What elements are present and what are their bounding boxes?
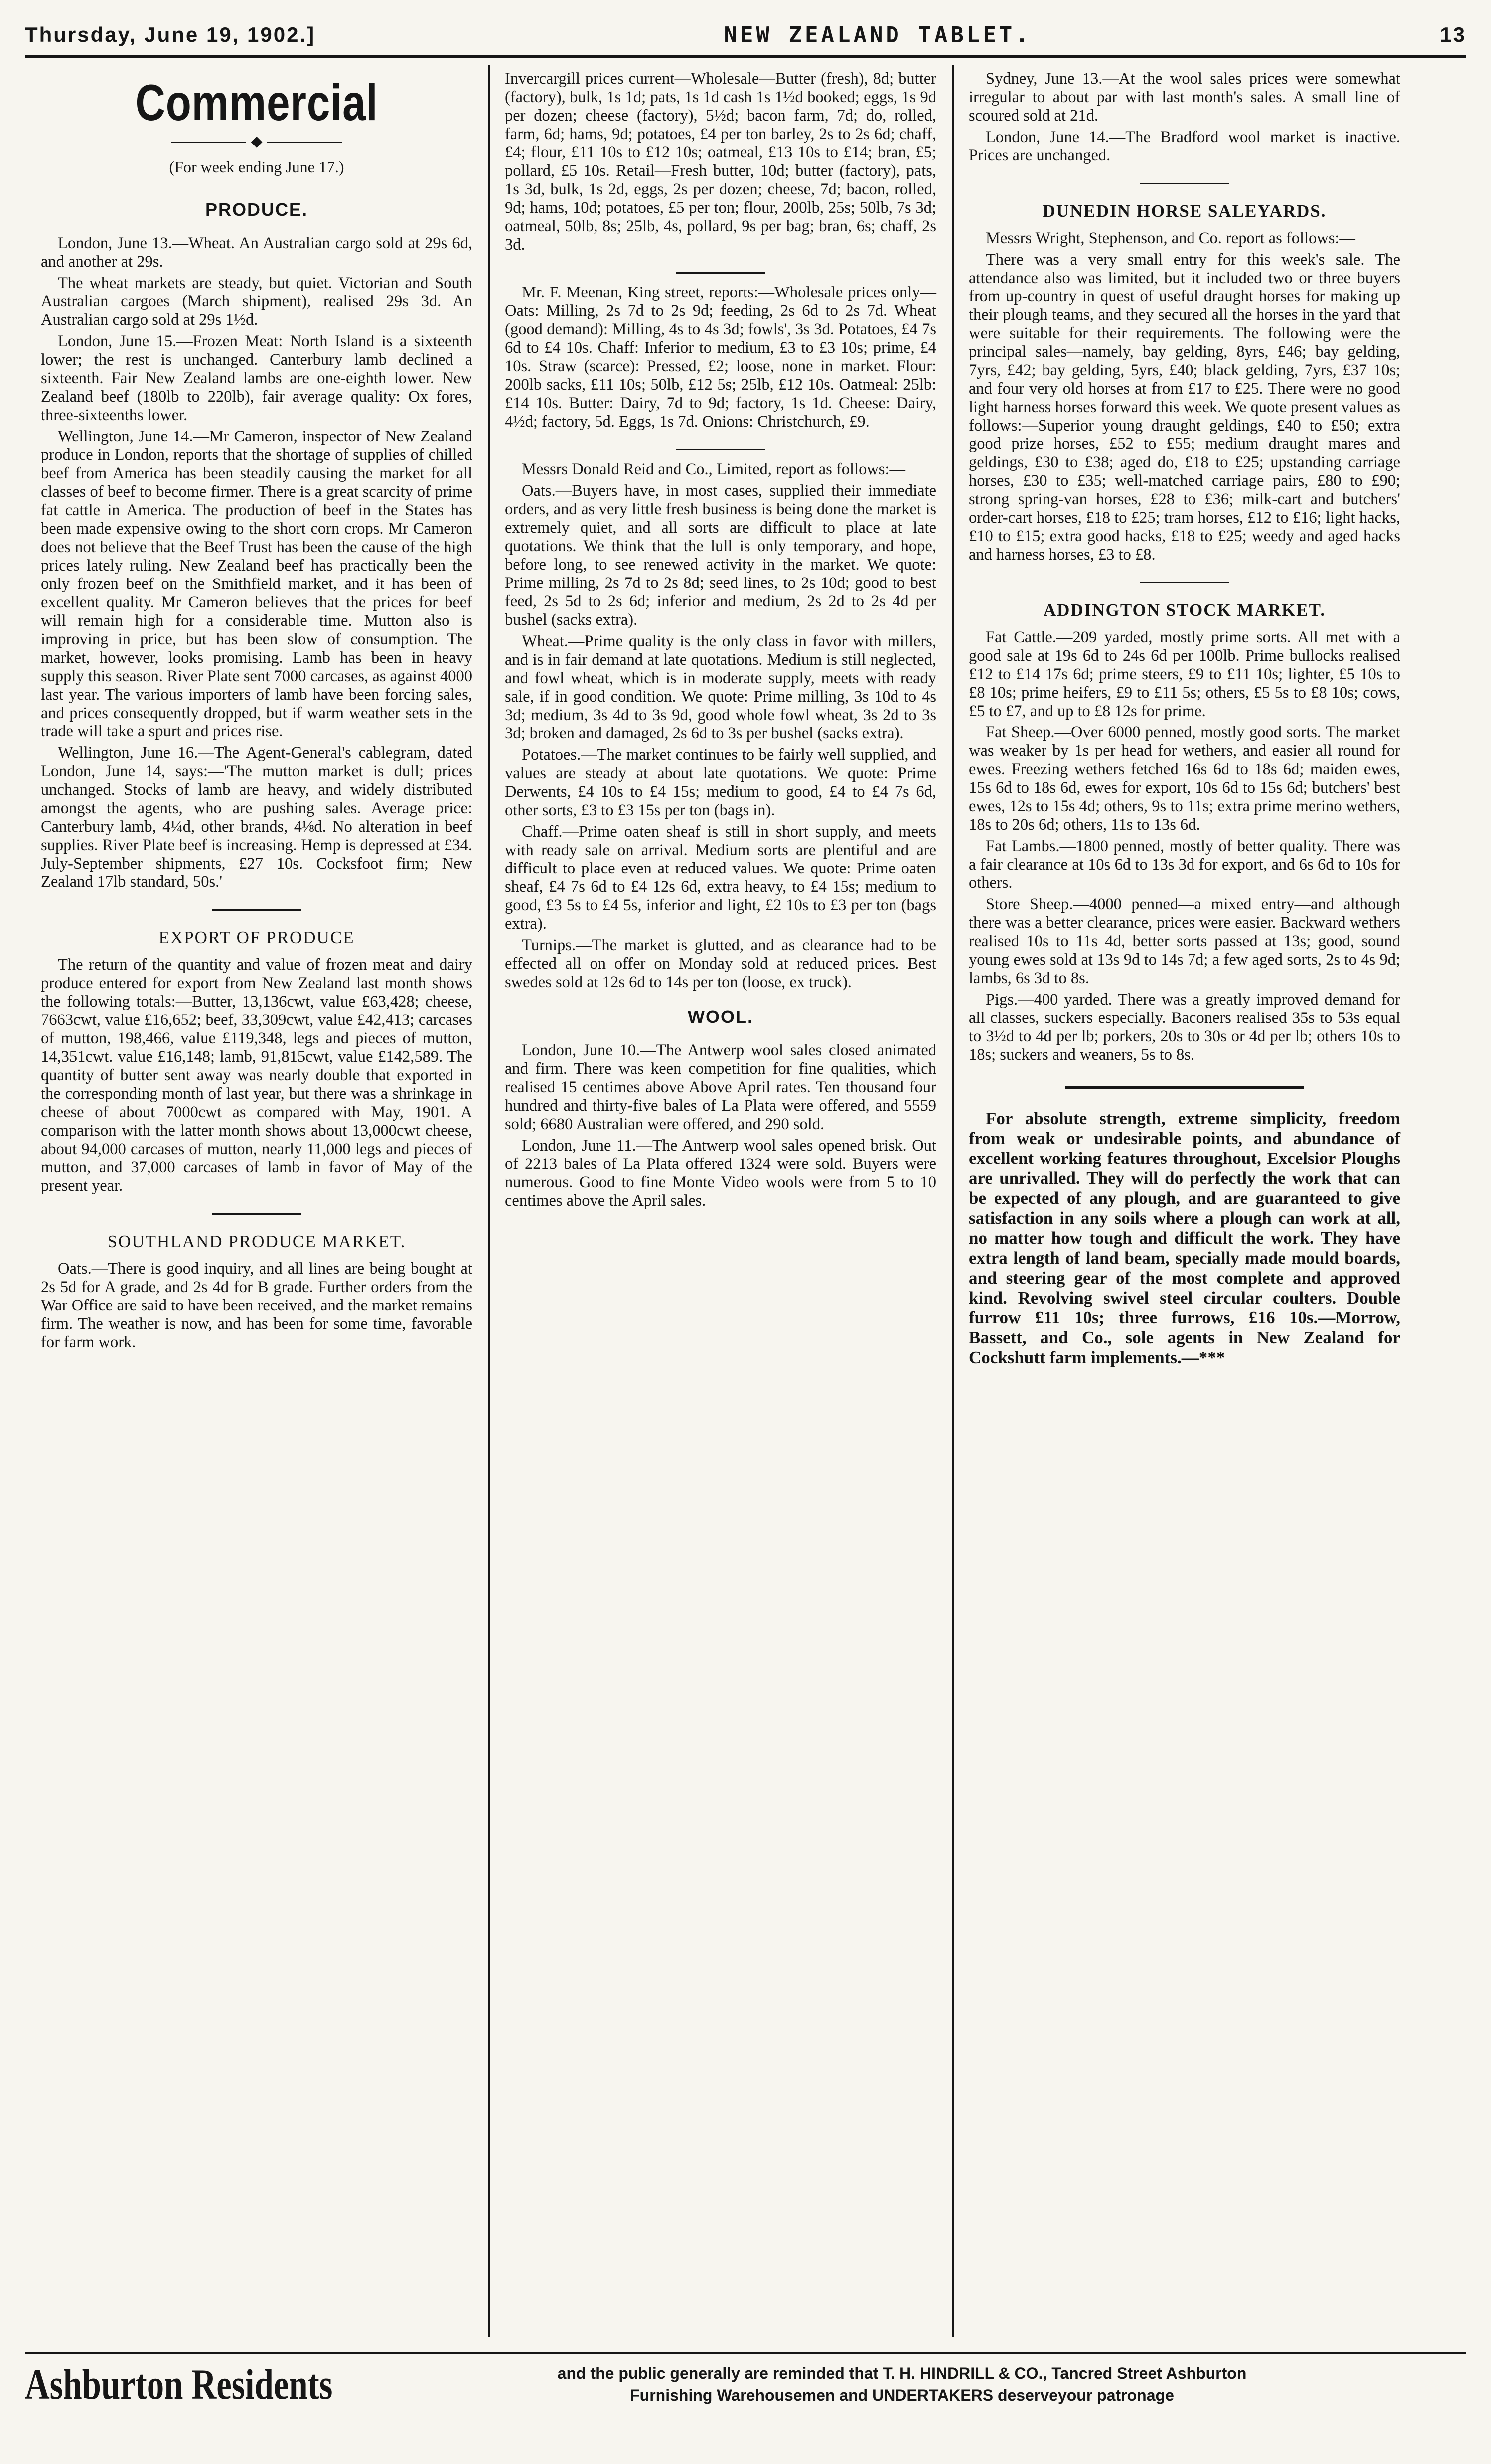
header-publication: NEW ZEALAND TABLET.: [724, 22, 1032, 48]
produce-paragraph: Wellington, June 16.—The Agent-General's cablegram, dated London, June 14, says:—'The mutton market is dull; prices unchanged. Stocks of lamb are heavy, and widely distributed amongst the agents, who are pushing sales. Average price: Canterbury lamb, 4¼d, other brands, 4⅛d. No alteration in beef supplies. River Plate beef is increasing. Hemp is depressed at £34. July-September shipments, £27 10s. Cocksfoot firm; New Zealand 17lb standard, 50s.': [41, 744, 472, 891]
wool-paragraph: London, June 14.—The Bradford wool market is inactive. Prices are unchanged.: [969, 128, 1400, 164]
wool-paragraph: Sydney, June 13.—At the wool sales prices were somewhat irregular to about par with last month's sales. A small line of scoured sold at 21d.: [969, 70, 1400, 125]
reid-paragraph: Wheat.—Prime quality is the only class in favor with millers, and is in fair demand at late quotations. Medium is still neglected, and fowl wheat, which is in moderate supply, meets with ready sale, if in good condition. We quote: Prime milling, 3s 10d to 4s 3d; medium, 3s 4d to 3s 9d, good whole fowl wheat, 3s 2d to 3s 3d; broken and damaged, 2s 6d to 3s per bushel (sacks extra).: [505, 632, 936, 742]
produce-paragraph: London, June 15.—Frozen Meat: North Island is a sixteenth lower; the rest is unchanged. Canterbury lamb declined a sixteenth. Fair New Zealand lambs are one-eighth lower. New Zealand beef (180lb to 220lb), fair average quality: Ox fores, three-sixteenths lower.: [41, 332, 472, 424]
reid-paragraph: Chaff.—Prime oaten sheaf is still in short supply, and meets with ready sale on arrival. Medium sorts are plentiful and are difficult to place even at reduced values. We quote: Prime oaten sheaf, £4 7s 6d to £4 12s 6d, extra heavy, to £4 15s; medium to good, £3 5s to £4 5s, inferior and light, £2 10s to £3 per ton (bags extra).: [505, 823, 936, 933]
running-header: [25, 15, 1466, 58]
footer-advertisement: [25, 2352, 1466, 2414]
horse-paragraph: Messrs Wright, Stephenson, and Co. report as follows:—: [986, 229, 1355, 247]
section-divider: [676, 449, 765, 450]
addington-paragraph: Pigs.—400 yarded. There was a greatly improved demand for all classes, suckers especially. Baconers realised 35s to 53s equal to 3½d to 4d per lb; porkers, 20s to 30s or 4d per lb; others 10s to 18s; suckers and weaners, 5s to 8s.: [969, 991, 1400, 1064]
advert-paragraph: For absolute strength, extreme simplicity, freedom from weak or undesirable points, and abundance of excellent working features throughout, Excelsior Ploughs are unrivalled. They will do perfectly the work that can be expected of any plough, and are guaranteed to give satisfaction in any soils where a plough can work at all, no matter how tough and difficult the work. They have extra length of land beam, specially made mould boards, and steering gear of the most complete and approved kind. Revolving swivel steel circular coulters. Double furrow £11 10s; three furrows, £16 10s.—Morrow, Bassett, and Co., sole agents in New Zealand for Cockshutt farm implements.—***: [969, 1109, 1400, 1367]
section-divider: [1140, 582, 1229, 583]
section-divider: [212, 909, 301, 911]
section-divider: [1140, 183, 1229, 184]
reid-paragraph: Messrs Donald Reid and Co., Limited, report as follows:—: [522, 460, 905, 478]
wool-heading: WOOL.: [688, 1007, 753, 1027]
section-divider: [212, 1213, 301, 1215]
produce-heading: PRODUCE.: [205, 199, 308, 220]
advert-divider: [1065, 1086, 1304, 1089]
columns: [25, 65, 1466, 2337]
wool-paragraph: London, June 11.—The Antwerp wool sales opened brisk. Out of 2213 bales of La Plata offered 1324 were sold. Buyers were numerous. Good to fine Monte Video wools were from 5 to 10 centimes above the April sales.: [505, 1137, 936, 1210]
footer-text: [384, 2362, 1420, 2406]
ornament-divider: ◆: [41, 133, 472, 150]
footer-line-2: Furnishing Warehousemen and UNDERTAKERS deserveyour patronage: [630, 2386, 1174, 2404]
invercargill-paragraph: Invercargill prices current—Wholesale—Butter (fresh), 8d; butter (factory), bulk, 1s 1d; pats, 1s 1d cash 1s 1½d booked; eggs, 1s 9d per dozen; cheese (factory), 5½d; bacon farm, 7d; do, rolled, farm, 6d; hams, 9d; potatoes, £4 per ton barley, 2s to 2s 6d; chaff, £4; flour, £11 10s to £12 10s; oatmeal, £13 10s to £14; bran, £5; pollard, £5 10s. Retail—Fresh butter, 10d; butter (factory), pats, 1s 3d, bulk, 1s 2d, eggs, 2s per dozen; cheese, 7d; bacon, rolled, 9d; hams, 10d; potatoes, £5 per ton; flour, 200lb, 25s; 50lb, 7s 3d; oatmeal, 50lb, 8s; 25lb, 4s, pollard, 9s per bag; bran, 6s; chaff, 2s 3d.: [505, 70, 936, 254]
section-divider: [676, 272, 765, 274]
meenan-paragraph: Mr. F. Meenan, King street, reports:—Wholesale prices only—Oats: Milling, 2s 7d to 2s 9d; feeding, 2s 6d to 2s 7d. Wheat (good demand): Milling, 4s to 4s 3d; fowls', 3s 3d. Potatoes, £4 7s 6d to £4 10s. Chaff: Inferior to medium, £3 to £3 10s; prime, £4 10s. Straw (scarce): Pressed, £2; loose, none in market. Flour: 200lb sacks, £11 10s; 50lb, £12 5s; 25lb, £12 10s. Oatmeal: 25lb: £14 10s. Butter: Dairy, 7d to 9d; factory, 1s 1d. Cheese: Dairy, 4½d; factory, 5d. Eggs, 1s 7d. Onions: Christchurch, £9.: [505, 284, 936, 431]
column-3: [953, 65, 1416, 2337]
newspaper-page: [25, 15, 1466, 2449]
horse-saleyards-heading: DUNEDIN HORSE SALEYARDS.: [1043, 201, 1327, 221]
column-1: [25, 65, 488, 2337]
header-date: Thursday, June 19, 1902.]: [25, 23, 316, 46]
plough-advertisement: [969, 1109, 1400, 1368]
horse-paragraph: There was a very small entry for this week's sale. The attendance also was limited, but it included two or three buyers from up-country in quest of useful draught horses for making up their plough teams, and they secured all the horses in the yard that were suitable for their requirements. The following were the principal sales—namely, bay gelding, 8yrs, £46; bay gelding, 7yrs, £42; bay gelding, 5yrs, £40; black gelding, 7yrs, £37 10s; and four very old horses at from £17 to £25. There were no good light harness horses forward this week. We quote present values as follows:—Superior young draught geldings, £40 to £50; extra good prize horses, £52 to £55; medium draught mares and geldings, £30 to £38; aged do, £18 to £25; upstanding carriage horses, £30 to £35; well-matched carriage pairs, £80 to £90; strong spring-van horses, £28 to £36; milk-cart and butchers' order-cart horses, £18 to £25; tram horses, £12 to £16; light hacks, £10 to £15; extra good hacks, £18 to £25; weedy and aged hacks and harness horses, £3 to £8.: [969, 251, 1400, 564]
section-masthead: Commercial: [135, 74, 378, 131]
addington-paragraph: Fat Sheep.—Over 6000 penned, mostly good sorts. The market was weaker by 1s per head for wethers, and easier all round for ewes. Freezing wethers fetched 16s 6d to 18s 6d; maiden ewes, 15s 6d to 18s 6d, ewes for export, 10s 6d to 15s 6d; butchers' best ewes, 12s to 15s 4d; others, 9s to 11s; extra prime merino wethers, 18s to 20s 6d; others, 11s to 13s 6d.: [969, 724, 1400, 834]
footer-line-1: and the public generally are reminded that T. H. HINDRILL & CO., Tancred Street Ashburton: [557, 2364, 1247, 2382]
addington-paragraph: Store Sheep.—4000 penned—a mixed entry—and although there was a better clearance, prices were easier. Backward wethers realised 10s to 11s 4d, better sorts passed at 13s; good, sound young ewes sold at 13s 9d to 14s 7d; a few aged sorts, 2s to 4s 9d; lambs, 6s 3d to 8s.: [969, 895, 1400, 987]
addington-heading: ADDINGTON STOCK MARKET.: [1043, 600, 1326, 620]
wool-paragraph: London, June 10.—The Antwerp wool sales closed animated and firm. There was keen competition for fine qualities, which realised 15 centimes above Above April rates. Ten thousand four hundred and thirty-five bales of La Plata were offered, and 5559 sold; 6680 Australian were offered, and 290 sold.: [505, 1041, 936, 1133]
reid-paragraph: Potatoes.—The market continues to be fairly well supplied, and values are steady at about late quotations. We quote: Prime Derwents, £4 10s to £4 15s; medium to good, £4 to £4 7s 6d, other sorts, £3 to £3 15s per ton (bags in).: [505, 746, 936, 819]
column-2: [489, 65, 952, 2337]
addington-paragraph: Fat Cattle.—209 yarded, mostly prime sorts. All met with a good sale at 19s 6d to 24s 6d per 100lb. Prime bullocks realised £12 to £14 17s 6d; prime steers, £9 to £11 10s; lighter, £5 10s to £8 10s; prime heifers, £9 to £11 5s; others, £5 5s to £8 10s; cows, £5 to £7, and up to £8 12s for prime.: [969, 628, 1400, 720]
southland-heading: SOUTHLAND PRODUCE MARKET.: [107, 1232, 406, 1251]
header-page-number: 13: [1440, 23, 1466, 46]
footer-title: Ashburton Residents: [25, 2360, 333, 2408]
produce-paragraph: The wheat markets are steady, but quiet. Victorian and South Australian cargoes (March shipment), realised 29s 3d. An Australian cargo sold at 29s 1½d.: [41, 274, 472, 329]
export-heading: EXPORT OF PRODUCE: [158, 928, 355, 947]
addington-paragraph: Fat Lambs.—1800 penned, mostly of better quality. There was a fair clearance at 10s 6d to 13s 3d for export, and 6s 6d to 10s for others.: [969, 837, 1400, 892]
export-paragraph: The return of the quantity and value of frozen meat and dairy produce entered for export from New Zealand last month shows the following totals:—Butter, 13,136cwt, value £63,428; cheese, 7663cwt, value £16,652; beef, 33,309cwt, value £42,413; carcases of mutton, 198,466, value £119,348, legs and pieces of mutton, 14,351cwt. value £16,148; lamb, 91,815cwt, value £142,589. The quantity of butter sent away was nearly double that exported in the corresponding month of last year, but there was a shrinkage in cheese of about 7000cwt as compared with May, 1901. A comparison with the latter month shows about 13,000cwt cheese, about 94,000 carcases of mutton, nearly 11,000 legs and pieces of mutton, and 37,000 carcases of lamb in favor of May of the present year.: [41, 956, 472, 1195]
produce-paragraph: London, June 13.—Wheat. An Australian cargo sold at 29s 6d, and another at 29s.: [41, 234, 472, 271]
reid-paragraph: Oats.—Buyers have, in most cases, supplied their immediate orders, and as very little fresh business is being done the market is extremely quiet, and all sorts are difficult to place at late quotations. We think that the lull is only temporary, and hope, before long, to see renewed activity in the market. We quote: Prime milling, 2s 7d to 2s 8d; seed lines, to 2s 10d; good to best feed, 2s 5d to 2s 6d; inferior and medium, 2s 2d to 2s 4d per bushel (sacks extra).: [505, 482, 936, 629]
produce-paragraph: Wellington, June 14.—Mr Cameron, inspector of New Zealand produce in London, reports that the shortage of supplies of chilled beef from America has been steadily causing the market for all classes of beef to become firmer. There is a great scarcity of prime fat cattle in America. The production of beef in the States has been made expensive owing to the short corn crops. Mr Cameron does not believe that the Beef Trust has been the cause of the high prices lately ruling. New Zealand beef has practically been the only frozen beef on the Smithfield market, and it has been of excellent quality. Mr Cameron believes that the prices for beef will remain high for a considerable time. Mutton also is improving in price, but has been slow of consumption. The market, however, looks promising. Lamb has been in heavy supply this season. River Plate sent 7000 carcases, as against 4000 last year. The various importers of lamb have been forcing sales, and prices consequently dropped, but if warm weather sets in the trade will take a spurt and prices rise.: [41, 428, 472, 740]
reid-paragraph: Turnips.—The market is glutted, and as clearance had to be effected all on offer on Monday sold at reduced prices. Best swedes sold at 12s 6d to 14s per ton (loose, ex truck).: [505, 936, 936, 991]
southland-paragraph: Oats.—There is good inquiry, and all lines are being bought at 2s 5d for A grade, and 2s 4d for B grade. Further orders from the War Office are said to have been received, and the market remains firm. The weather is now, and has been for some time, favorable for farm work.: [41, 1260, 472, 1351]
week-note: (For week ending June 17.): [169, 158, 344, 176]
